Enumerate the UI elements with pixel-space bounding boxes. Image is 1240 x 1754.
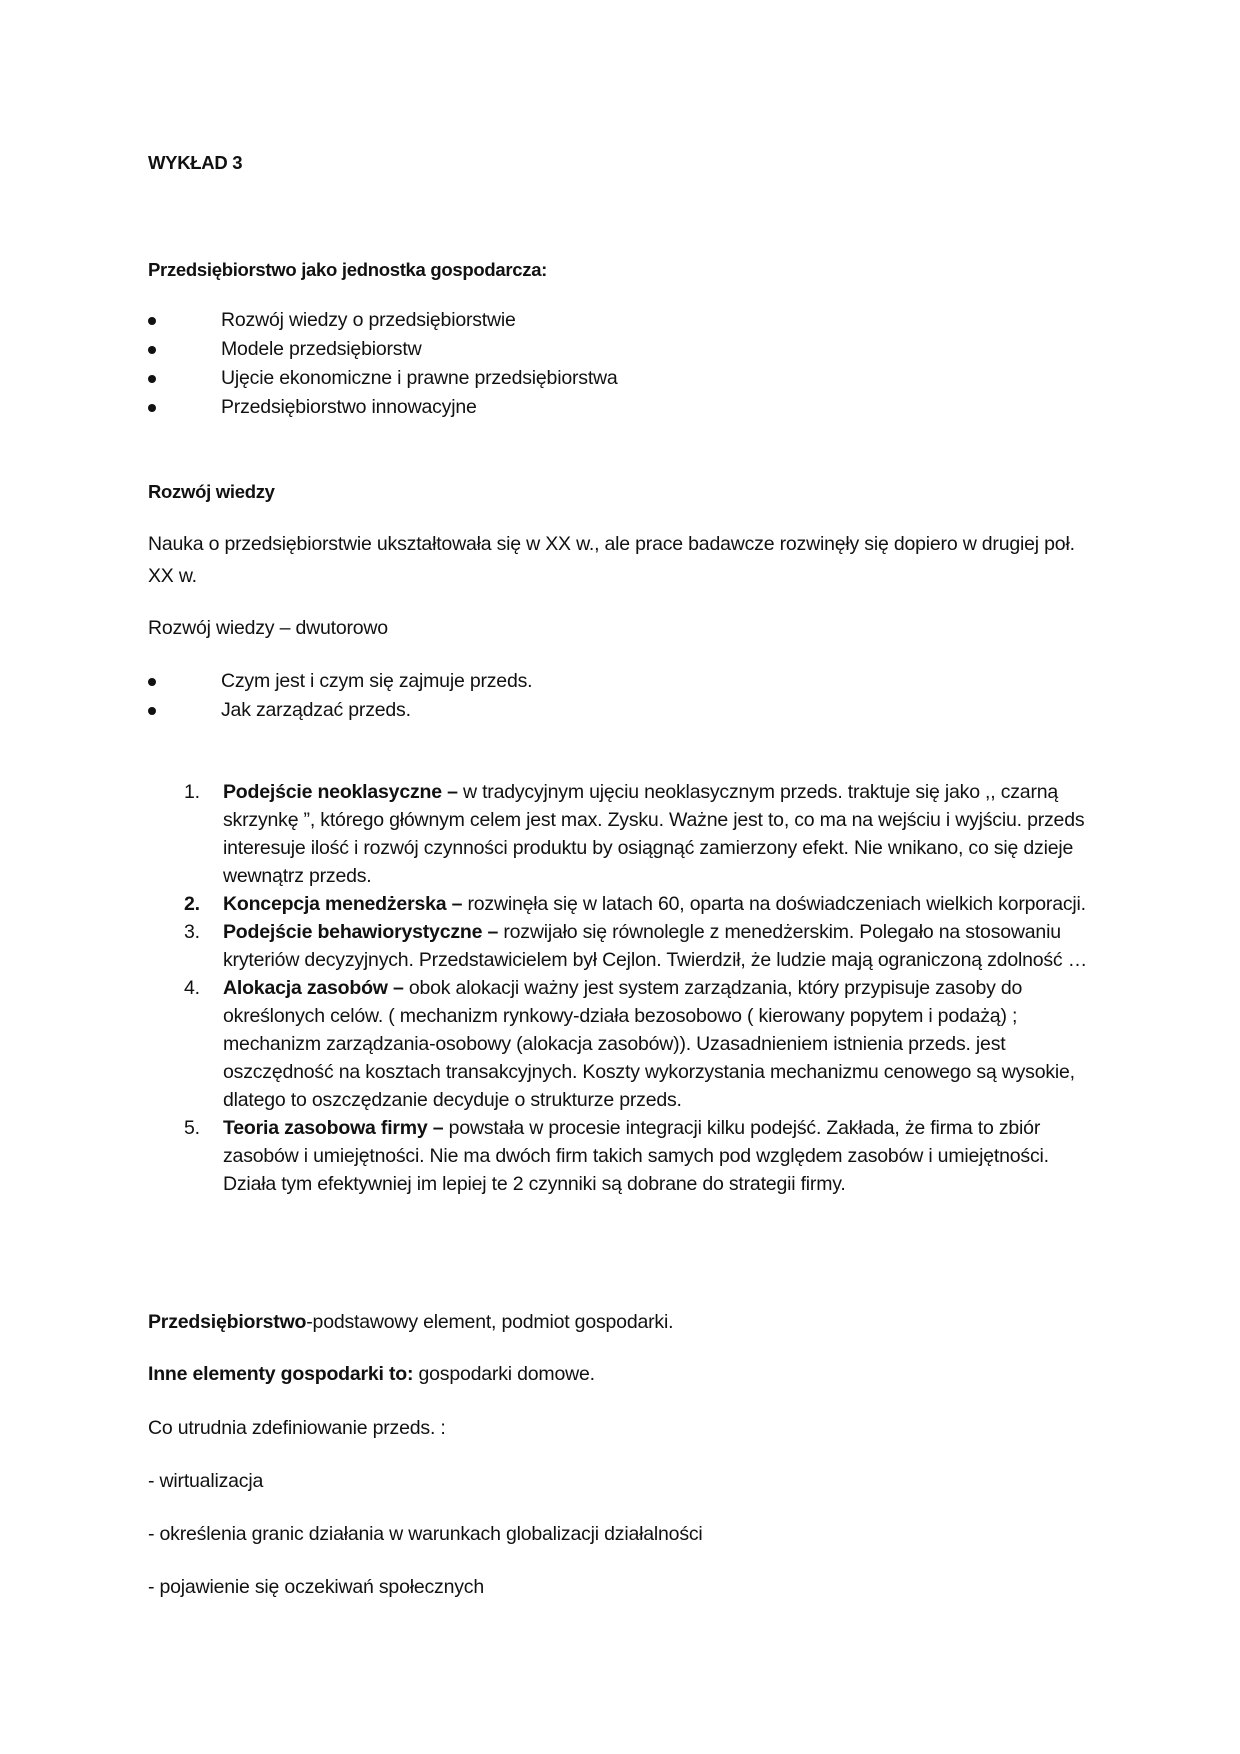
section-heading-knowledge: Rozwój wiedzy [148,481,275,502]
item-term: Teoria zasobowa firmy – [223,1117,444,1139]
list-item [148,667,532,696]
dash-item: - pojawienie się oczekiwań społecznych [148,1576,484,1598]
knowledge-paragraph: Nauka o przedsiębiorstwie ukształtowała się w XX w., ale prace badawcze rozwinęły się dopiero w drugiej poł. XX w. [148,533,1075,587]
other-elements-text: gospodarki domowe. [413,1363,595,1385]
list-item-text: Jak zarządzać przeds. [221,699,411,721]
item-number: 2. [184,893,200,915]
list-item [148,393,618,422]
item-text: w tradycyjnym ujęciu neoklasycznym przeds. traktuje się jako ,, czarną skrzynkę ”, którego głównym celem jest max. Zysku. Ważne jest to, co ma na wejściu i wyjściu. przeds interesuje ilość i rozwój czynności produktu by osiągnąć zamierzony efekt. Nie wnikano, co się dzieje wewnątrz przeds. [223,781,1085,887]
numbered-item [180,1114,1100,1198]
item-term: Podejście behawiorystyczne – [223,921,499,943]
numbered-item [180,974,1100,1114]
numbered-item [180,778,1100,890]
enterprise-definition [148,1308,673,1336]
difficulty-line: Co utrudnia zdefiniowanie przeds. : [148,1417,446,1439]
item-term: Podejście neoklasyczne – [223,781,458,803]
item-text: rozwinęła się w latach 60, oparta na doświadczeniach wielkich korporacji. [462,893,1086,915]
knowledge-two-tracks-line: Rozwój wiedzy – dwutorowo [148,617,388,639]
item-term: Koncepcja menedżerska – [223,893,463,915]
definition-term: Przedsiębiorstwo [148,1311,307,1333]
list-item-text: Ujęcie ekonomiczne i prawne przedsiębiorstwa [221,367,618,389]
list-item-text: Modele przedsiębiorstw [221,338,422,360]
item-term: Alokacja zasobów – [223,977,404,999]
item-number: 1. [184,781,200,803]
list-item [148,696,532,725]
item-text: powstała w procesie integracji kilku podejść. Zakłada, że firma to zbiór zasobów i umiejętności. Nie ma dwóch firm takich samych pod względem zasobów i umiejętności. Działa tym efektywniej im lepiej te 2 czynniki są dobrane do strategii firmy. [223,1117,1049,1195]
other-elements-term: Inne elementy gospodarki to: [148,1363,414,1385]
dash-item: - określenia granic działania w warunkach globalizacji działalności [148,1523,703,1545]
dash-item: - wirtualizacja [148,1470,264,1492]
other-elements-line [148,1360,595,1388]
approaches-numbered-list [180,778,1100,1198]
document-title: WYKŁAD 3 [148,152,243,173]
definition-text: -podstawowy element, podmiot gospodarki. [306,1311,674,1333]
item-number: 3. [184,921,200,943]
list-item-text: Rozwój wiedzy o przedsiębiorstwie [221,309,516,331]
bullet-icon [148,707,156,715]
item-number: 5. [184,1117,200,1139]
item-number: 4. [184,977,200,999]
item-text: obok alokacji ważny jest system zarządzania, który przypisuje zasoby do określonych celów. ( mechanizm rynkowy-działa bezosobowo ( kierowany popytem i podażą) ; mechanizm zarządzania-osobowy (alokacja zasobów)). Uzasadnieniem istnienia przeds. jest oszczędność na kosztach transakcyjnych. Koszty wykorzystania mechanizmu cenowego są wysokie, dlatego to oszczędzanie decyduje o strukturze przeds. [223,977,1075,1111]
item-text: rozwijało się równolegle z menedżerskim. Polegało na stosowaniu kryteriów decyzyjnych. Przedstawicielem był Cejlon. Twierdził, że ludzie mają ograniczoną zdolność … [223,921,1088,971]
list-item-text: Czym jest i czym się zajmuje przeds. [221,670,533,692]
numbered-item [180,890,1100,918]
list-item [148,335,618,364]
bullet-icon [148,375,156,383]
topics-bullet-list [148,306,618,422]
bullet-icon [148,346,156,354]
bullet-icon [148,404,156,412]
bullet-icon [148,317,156,325]
bullet-icon [148,678,156,686]
list-item [148,306,618,335]
numbered-item [180,918,1100,974]
tracks-bullet-list [148,667,532,725]
list-item [148,364,618,393]
section-heading-enterprise: Przedsiębiorstwo jako jednostka gospodarcza: [148,259,548,280]
list-item-text: Przedsiębiorstwo innowacyjne [221,396,477,418]
